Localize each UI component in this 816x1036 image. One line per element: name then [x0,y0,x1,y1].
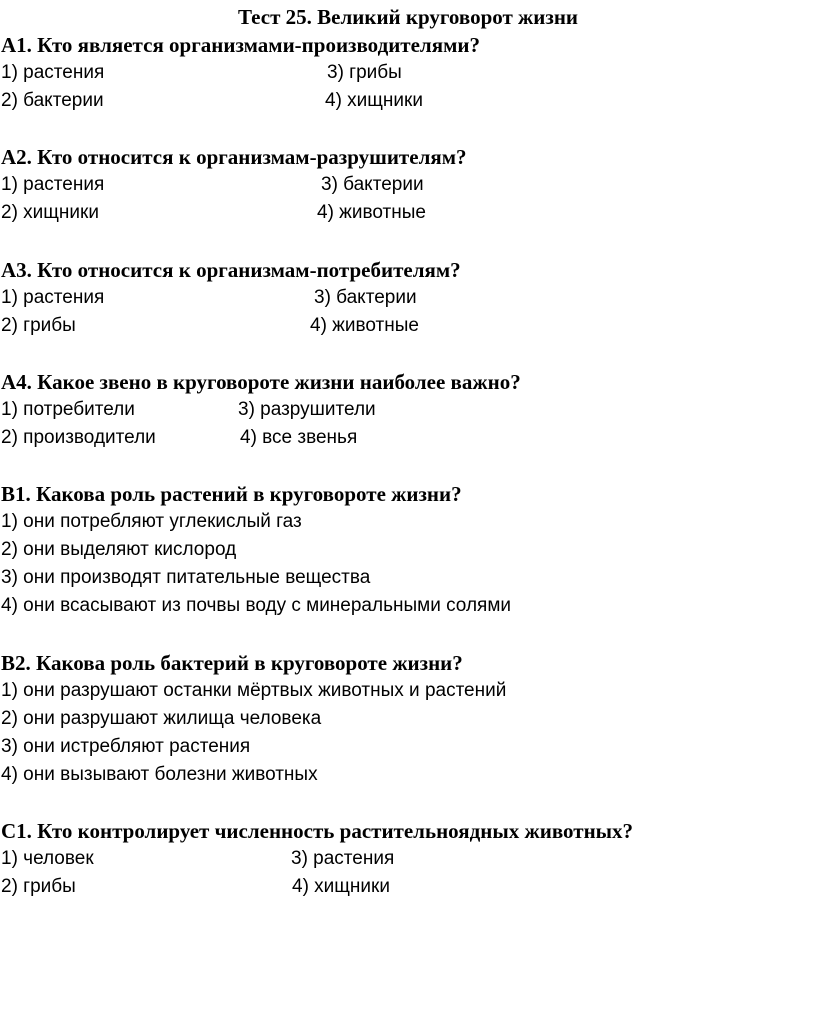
option: 3) растения [291,848,395,869]
options-row [1,171,801,199]
options-row [1,424,801,452]
question-text: А1. Кто является организмами-производителями? [1,33,480,57]
options-row [1,284,801,312]
options-row [1,845,801,873]
question-b1 [1,480,801,620]
option: 2) бактерии [1,90,104,111]
question-a2 [1,143,801,227]
option: 3) они истребляют растения [1,736,251,757]
option: 1) растения [1,174,105,195]
options-row [1,312,801,340]
question-a1 [1,31,801,115]
option: 1) они разрушают останки мёртвых животных и растений [1,680,507,701]
option: 3) они производят питательные вещества [1,567,371,588]
option: 4) хищники [325,90,423,111]
question-text: С1. Кто контролирует численность растительноядных животных? [1,819,634,843]
option: 2) они разрушают жилища человека [1,708,322,729]
option: 2) хищники [1,202,99,223]
option: 1) они потребляют углекислый газ [1,511,302,532]
option: 1) растения [1,62,105,83]
option: 3) грибы [327,62,402,83]
page-title: Тест 25. Великий круговорот жизни [237,5,579,29]
option: 4) животные [310,315,419,336]
question-a3 [1,256,801,340]
option: 1) потребители [1,399,135,420]
options-row [1,87,801,115]
option: 3) бактерии [314,287,417,308]
question-b2 [1,649,801,789]
option: 2) они выделяют кислород [1,539,237,560]
question-text: А2. Кто относится к организмам-разрушителям? [1,145,467,169]
option: 4) они вызывают болезни животных [1,764,318,785]
option: 4) все звенья [240,427,358,448]
option: 3) разрушители [238,399,376,420]
option: 4) хищники [292,876,390,897]
option: 3) бактерии [321,174,424,195]
option: 1) растения [1,287,105,308]
question-text: В1. Какова роль растений в круговороте жизни? [1,482,462,506]
option: 4) животные [317,202,426,223]
option: 2) производители [1,427,156,448]
question-text: А3. Кто относится к организмам-потребителям? [1,258,461,282]
question-text: В2. Какова роль бактерий в круговороте жизни? [1,651,463,675]
question-text: А4. Какое звено в круговороте жизни наиболее важно? [1,370,521,394]
question-a4 [1,368,801,452]
options-row [1,873,801,901]
question-c1 [1,817,801,901]
option: 2) грибы [1,876,76,897]
options-row [1,59,801,87]
option: 4) они всасывают из почвы воду с минеральными солями [1,595,512,616]
option: 2) грибы [1,315,76,336]
options-row [1,396,801,424]
option: 1) человек [1,848,94,869]
options-row [1,199,801,227]
